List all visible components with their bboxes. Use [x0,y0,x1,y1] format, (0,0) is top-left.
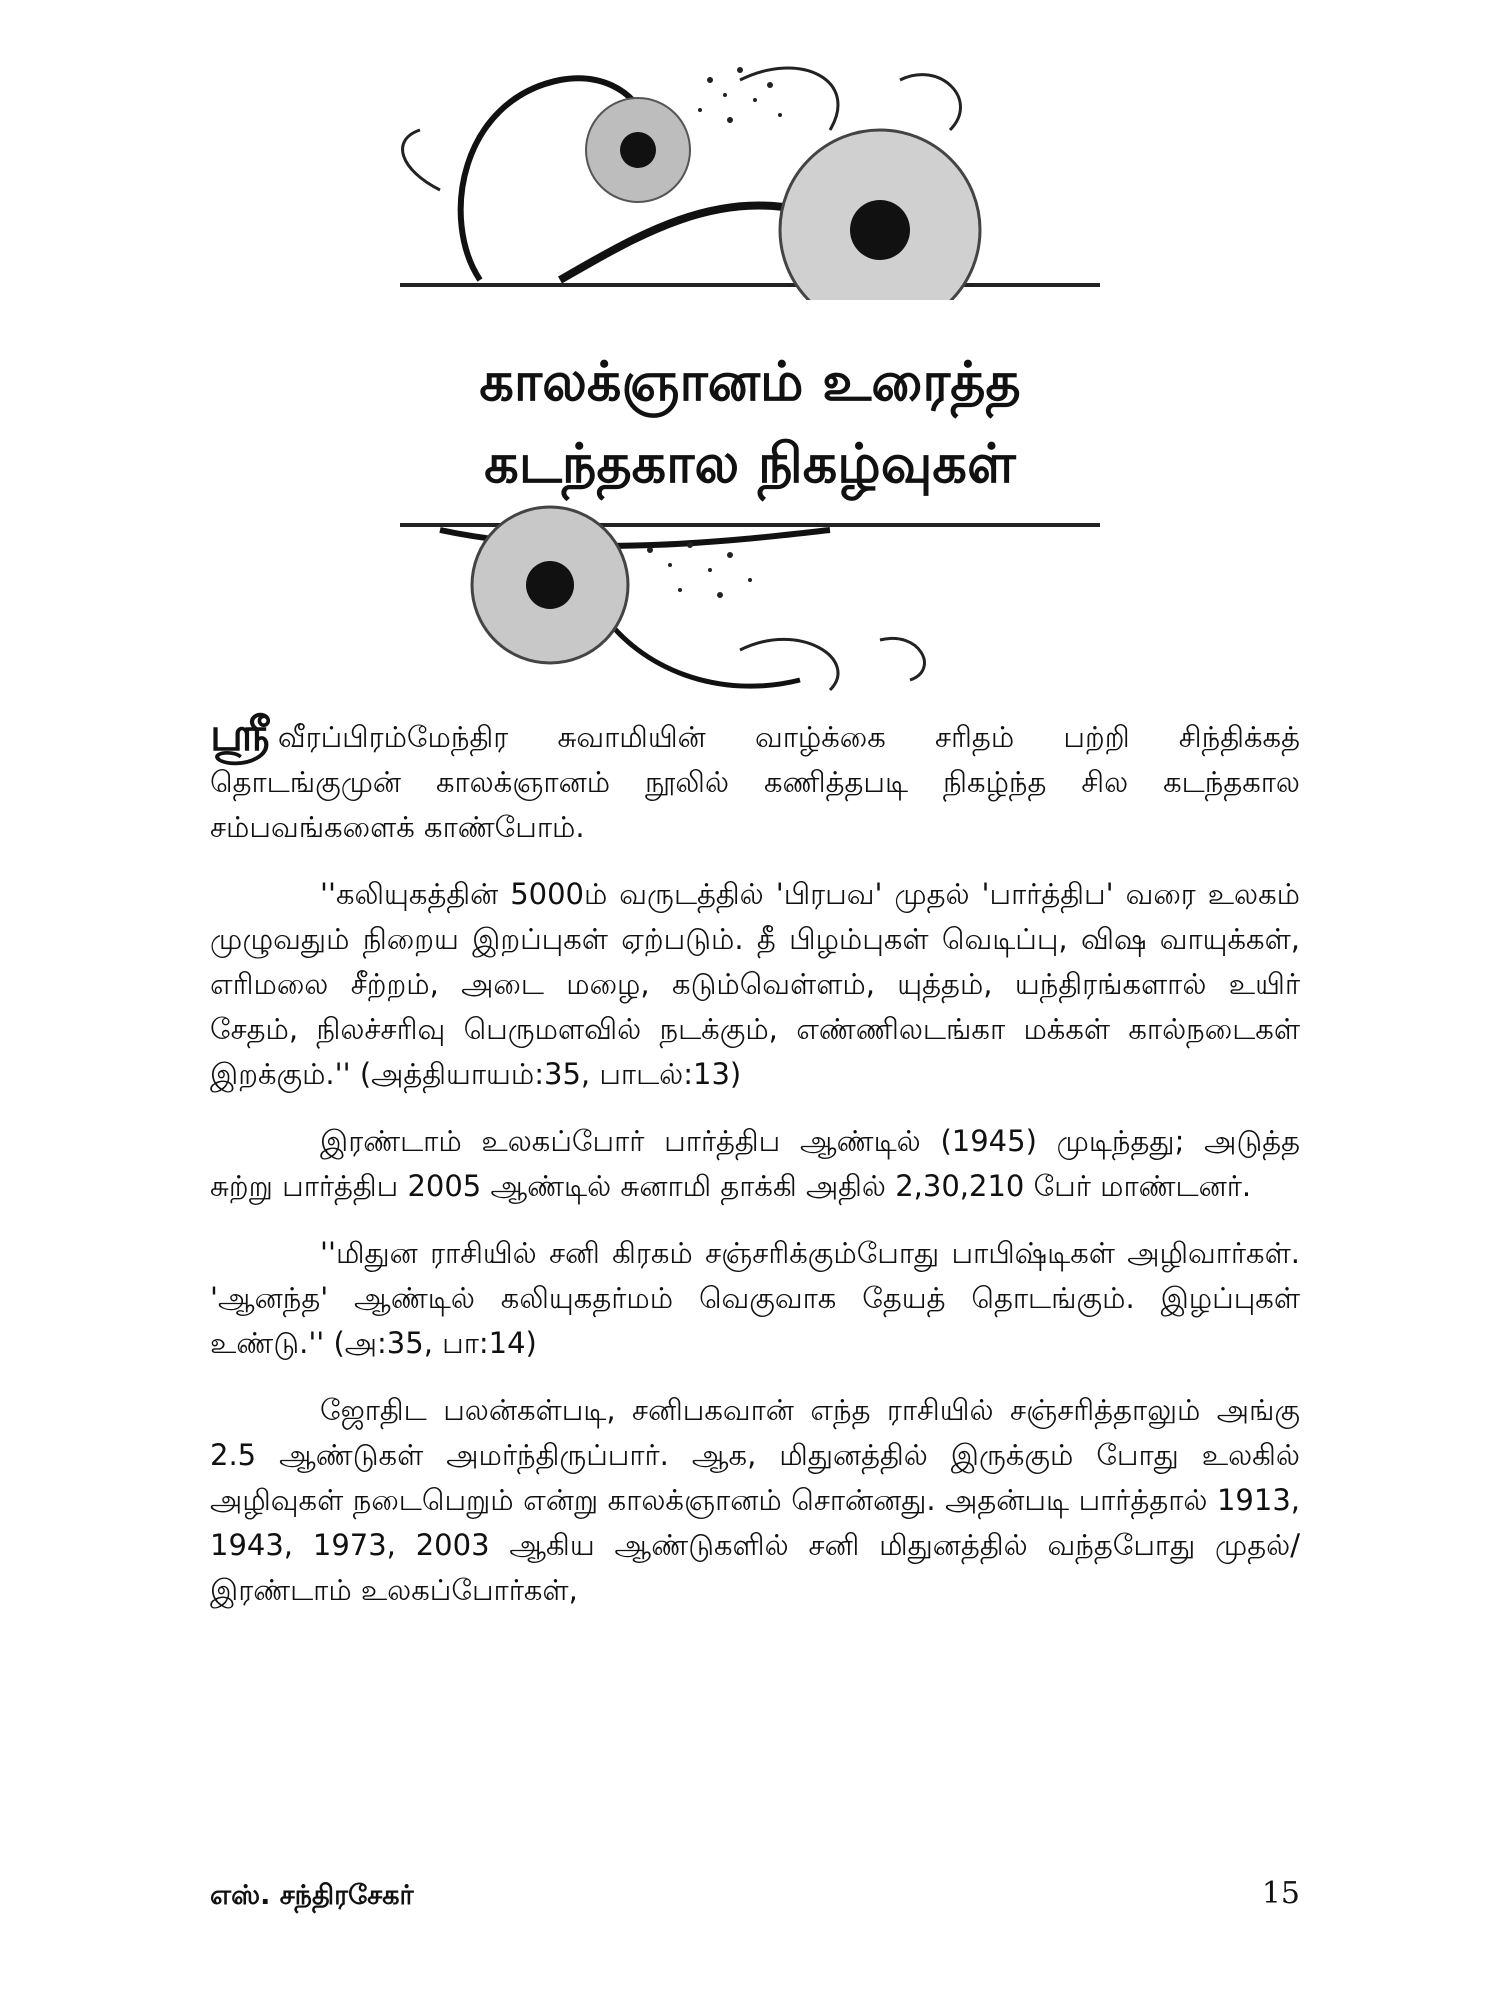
paragraph-intro-text: வீரப்பிரம்மேந்திர சுவாமியின் வாழ்க்கை சரிதம் பற்றி சிந்திக்கத் தொடங்குமுன் காலக்ஞானம் நூலில் கணித்தபடி நிகழ்ந்த சில கடந்தகால சம்பவங்களைக் காண்போம். [210,720,1300,844]
page-number: 15 [1261,1876,1300,1911]
paragraph-quote-1: ''கலியுகத்தின் 5000ம் வருடத்தில் 'பிரபவ' முதல் 'பார்த்திப' வரை உலகம் முழுவதும் நிறைய இறப்புகள் ஏற்படும். தீ பிழம்புகள் வெடிப்பு, விஷ வாயுக்கள், எரிமலை சீற்றம், அடை மழை, கடும்வெள்ளம், யுத்தம், யந்திரங்களால் உயிர் சேதம், நிலச்சரிவு பெருமளவில் நடக்கும், எண்ணிலடங்கா மக்கள் கால்நடைகள் இறக்கும்.'' (அத்தியாயம்:35, பாடல்:13) [210,877,1300,1091]
paragraph-history: இரண்டாம் உலகப்போர் பார்த்திப ஆண்டில் (1945) முடிந்தது; அடுத்த சுற்று பார்த்திப 2005 ஆண்டில் சுனாமி தாக்கி அதில் 2,30,210 பேர் மாண்டனர். [210,1124,1300,1203]
floral-ornament-top [380,40,1120,300]
article-body [210,707,1300,1635]
footer-author: எஸ். சந்திரசேகர் [210,1880,414,1911]
dropcap: ஸ்ரீ [210,707,270,761]
flower-small-icon [586,98,690,202]
paragraph-quote-2: ''மிதுன ராசியில் சனி கிரகம் சஞ்சரிக்கும்போது பாபிஷ்டிகள் அழிவார்கள். 'ஆனந்த' ஆண்டில் கலியுகதர்மம் வெகுவாக தேயத் தொடங்கும். இழப்புகள் உண்டு.'' (அ:35, பா:14) [210,1236,1300,1360]
floral-ornament-bottom [380,500,1120,710]
flower-large-icon [780,130,980,300]
flower-bottom-icon [472,507,628,663]
paragraph-intro [210,707,1300,850]
page-title-line-2: கடந்தகால நிகழ்வுகள் [484,432,1016,495]
paragraph-astrology: ஜோதிட பலன்கள்படி, சனிபகவான் எந்த ராசியில் சஞ்சரித்தாலும் அங்கு 2.5 ஆண்டுகள் அமர்ந்திருப்பார். ஆக, மிதுனத்தில் இருக்கும் போது உலகில் அழிவுகள் நடைபெறும் என்று காலக்ஞானம் சொன்னது. அதன்படி பார்த்தால் 1913, 1943, 1973, 2003 ஆகிய ஆண்டுகளில் சனி மிதுனத்தில் வந்தபோது முதல்/ இரண்டாம் உலகப்போர்கள், [210,1393,1300,1607]
page-title-line-1: காலக்ஞானம் உரைத்த [479,350,1021,413]
